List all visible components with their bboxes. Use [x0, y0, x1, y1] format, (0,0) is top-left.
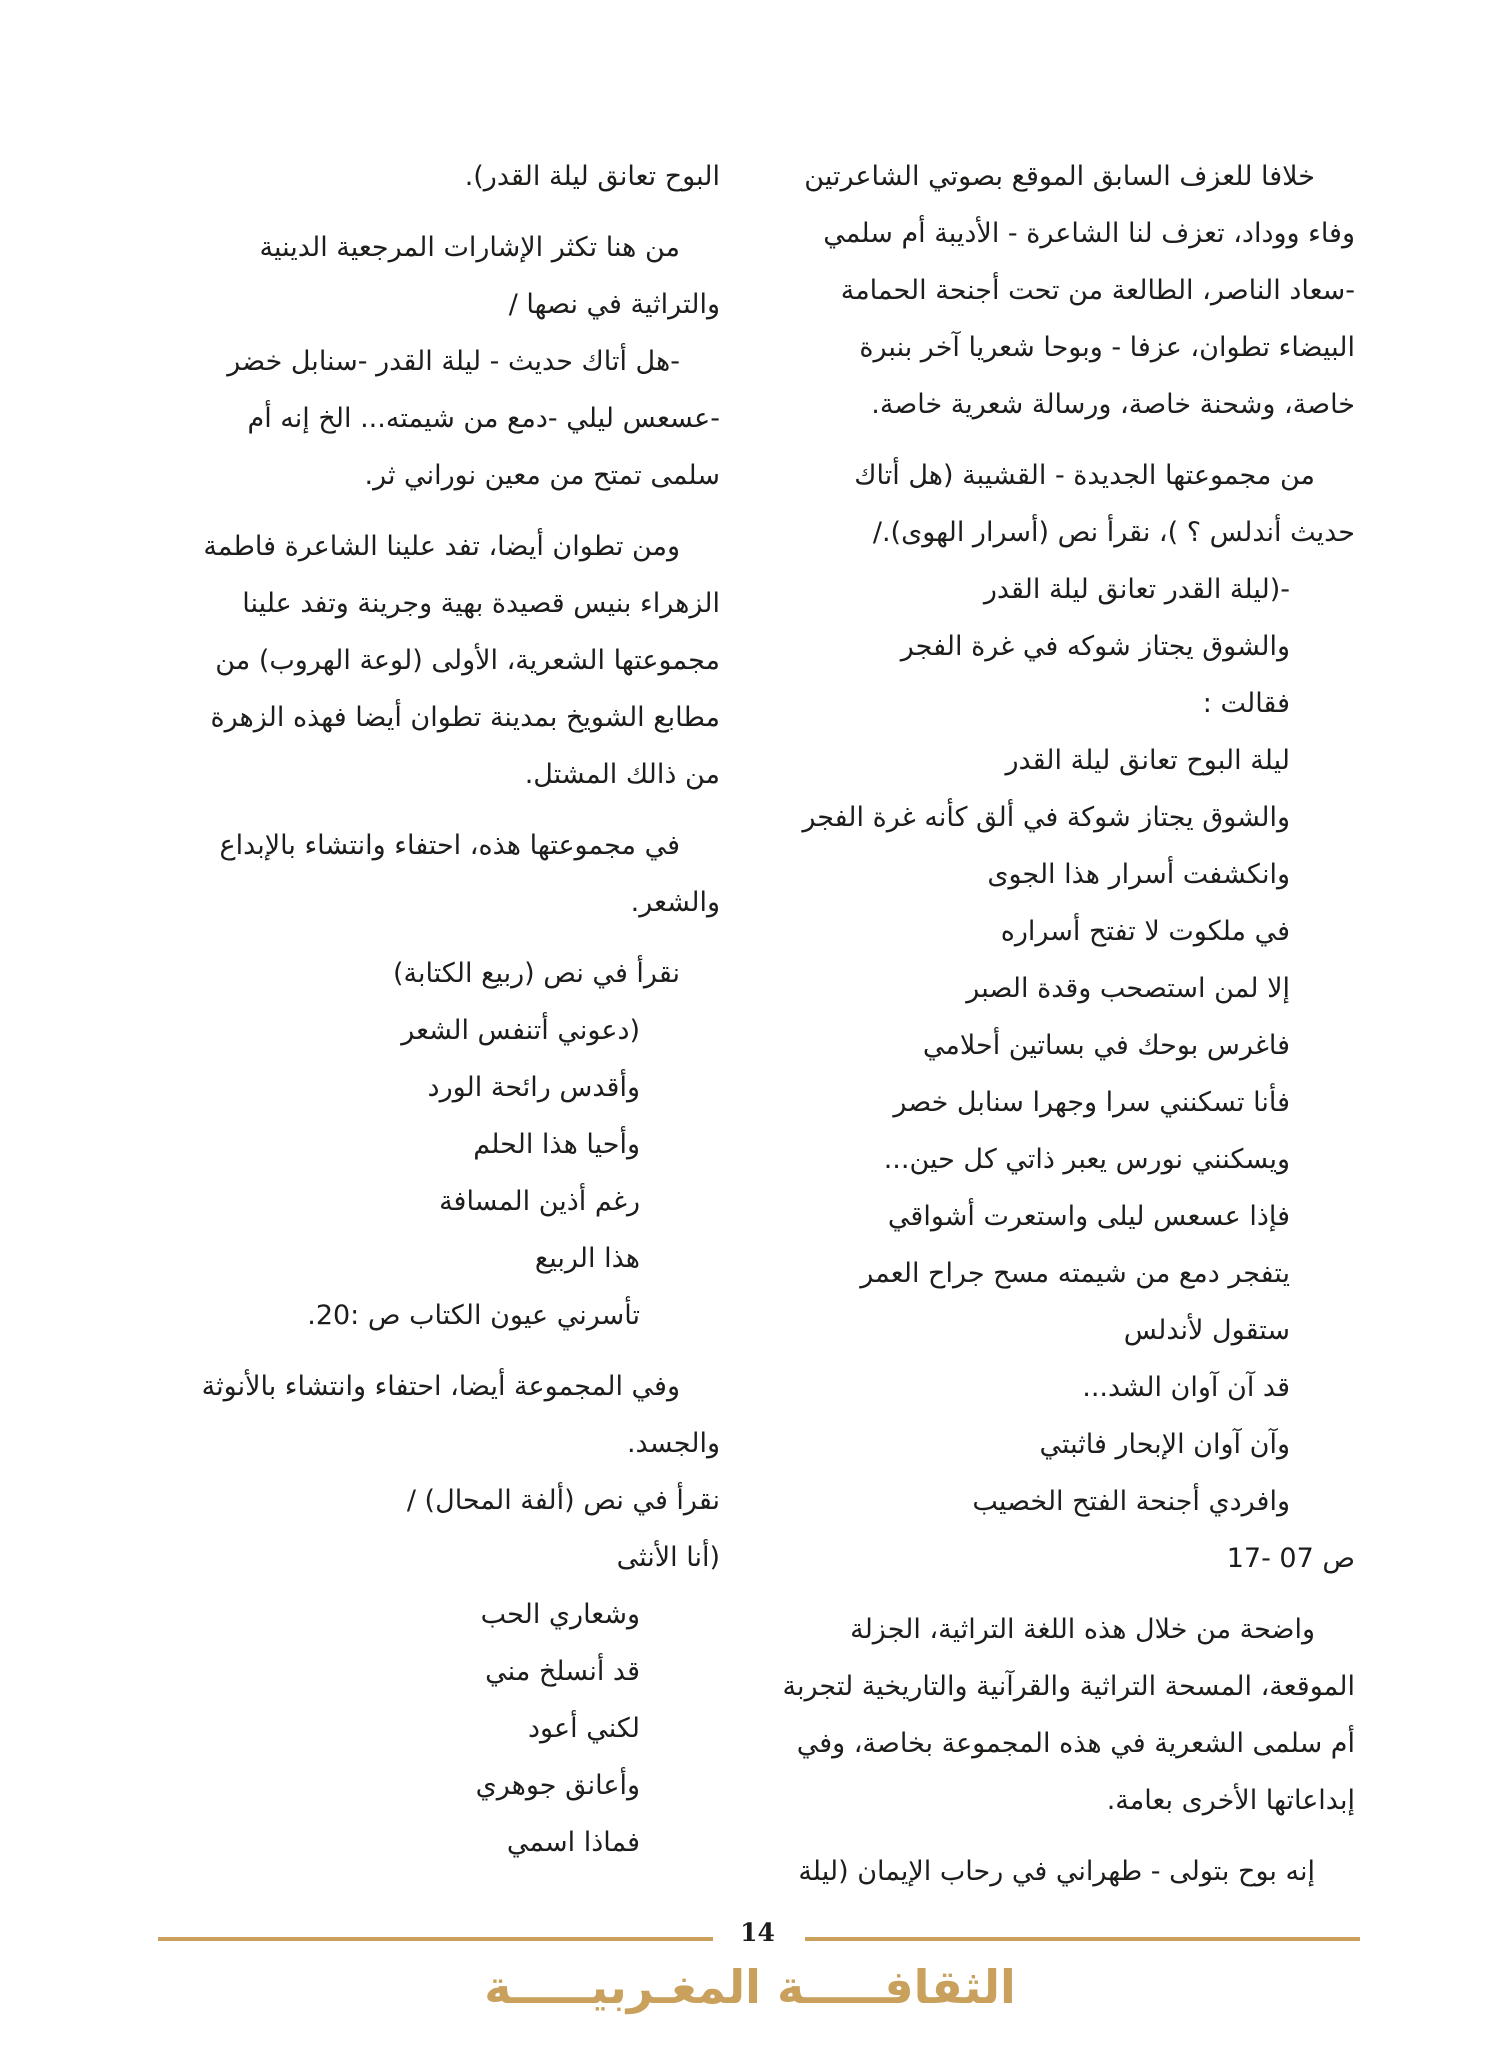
paragraph-gap: [795, 1829, 1355, 1843]
text-line: تأسرني عيون الكتاب ص :20.: [307, 1300, 640, 1331]
text-line: مجموعتها الشعرية، الأولى (لوعة الهروب) من: [215, 645, 720, 676]
text-line: فأنا تسكنني سرا وجهرا سنابل خصر: [893, 1087, 1290, 1118]
text-line: ستقول لأندلس: [1123, 1315, 1290, 1346]
text-line: لكني أعود: [528, 1713, 640, 1744]
text-line: أم سلمى الشعرية في هذه المجموعة بخاصة، وفي: [796, 1728, 1355, 1759]
text-line: -عسعس ليلي -دمع من شيمته... الخ إنه أم: [247, 403, 720, 434]
text-line: وافردي أجنحة الفتح الخصيب: [972, 1486, 1290, 1517]
paragraph-gap: [155, 931, 720, 945]
text-line: وانكشفت أسرار هذا الجوى: [987, 859, 1290, 890]
text-line: قد آن آوان الشد...: [1082, 1372, 1290, 1403]
text-line: (أنا الأنثى: [616, 1542, 720, 1573]
paragraph-gap: [795, 433, 1355, 447]
paragraph-gap: [795, 1587, 1355, 1601]
text-line: واضحة من خلال هذه اللغة التراثية، الجزلة: [850, 1614, 1315, 1645]
text-line: في مجموعتها هذه، احتفاء وانتشاء بالإبداع: [219, 830, 680, 861]
page-number: 14: [740, 1918, 775, 1947]
text-line: فقالت :: [1202, 688, 1290, 719]
text-line: يتفجر دمع من شيمته مسح جراح العمر: [860, 1258, 1290, 1289]
magazine-masthead: الثقافـــــة المغـربيـــــة: [484, 1960, 1016, 2014]
text-line: والتراثية في نصها /: [508, 289, 720, 320]
text-line: البيضاء تطوان، عزفا - وبوحا شعريا آخر بنبرة: [859, 332, 1355, 363]
text-line: وأحيا هذا الحلم: [473, 1129, 640, 1160]
text-line: فإذا عسعس ليلى واستعرت أشواقي: [887, 1201, 1290, 1232]
text-line: نقرأ في نص (ربيع الكتابة): [392, 958, 680, 989]
text-line: حديث أندلس ؟ )، نقرأ نص (أسرار الهوى)./: [872, 517, 1355, 548]
paragraph-gap: [155, 205, 720, 219]
text-line: من ذالك المشتل.: [524, 759, 720, 790]
text-line: سلمى تمتح من معين نوراني ثر.: [364, 460, 720, 491]
text-line: والشوق يجتاز شوكة في ألق كأنه غرة الفجر: [802, 802, 1290, 833]
text-line: الزهراء بنيس قصيدة بهية وجرينة وتفد علينا: [242, 588, 720, 619]
paragraph-gap: [155, 803, 720, 817]
text-line: من هنا تكثر الإشارات المرجعية الدينية: [259, 232, 680, 263]
paragraph-gap: [155, 1344, 720, 1358]
text-line: وفاء ووداد، تعزف لنا الشاعرة - الأديبة أم سلمي: [823, 218, 1355, 249]
text-line: إبداعاتها الأخرى بعامة.: [1106, 1785, 1355, 1816]
text-line: فماذا اسمي: [506, 1827, 640, 1858]
text-line: ص 07 -17: [1226, 1543, 1355, 1574]
text-line: هذا الربيع: [534, 1243, 640, 1274]
text-line: في ملكوت لا تفتح أسراره: [1000, 916, 1290, 947]
text-line: فاغرس بوحك في بساتين أحلامي: [922, 1030, 1290, 1061]
text-line: وشعاري الحب: [480, 1599, 640, 1630]
text-line: خاصة، وشحنة خاصة، ورسالة شعرية خاصة.: [871, 389, 1355, 420]
text-line: والجسد.: [626, 1428, 720, 1459]
text-line: ويسكنني نورس يعبر ذاتي كل حين...: [883, 1144, 1290, 1175]
text-line: من مجموعتها الجديدة - القشيبة (هل أتاك: [854, 460, 1315, 491]
text-line: -سعاد الناصر، الطالعة من تحت أجنحة الحمامة: [840, 275, 1355, 306]
text-line: الموقعة، المسحة التراثية والقرآنية والتاريخية لتجربة: [782, 1671, 1355, 1702]
text-line: رغم أذين المسافة: [439, 1186, 640, 1217]
text-line: قد أنسلخ مني: [485, 1656, 640, 1687]
footer-rule-right: [805, 1937, 1360, 1941]
paragraph-gap: [155, 504, 720, 518]
text-line: والشعر.: [630, 887, 720, 918]
text-line: -هل أتاك حديث - ليلة القدر -سنابل خضر: [227, 346, 680, 377]
text-line: وأعانق جوهري: [475, 1770, 640, 1801]
right-column: [782, 148, 1355, 1900]
text-line: إنه بوح بتولى - طهراني في رحاب الإيمان (ليلة: [798, 1856, 1315, 1887]
text-line: إلا لمن استصحب وقدة الصبر: [966, 973, 1290, 1004]
text-line: والشوق يجتاز شوكه في غرة الفجر: [900, 631, 1290, 662]
text-line: (دعوني أتنفس الشعر: [401, 1015, 640, 1046]
text-line: ليلة البوح تعانق ليلة القدر: [1005, 745, 1290, 776]
footer-rule-left: [158, 1937, 713, 1941]
text-line: خلافا للعزف السابق الموقع بصوتي الشاعرتين: [804, 161, 1315, 192]
text-line: مطابع الشويخ بمدينة تطوان أيضا فهذه الزهرة: [210, 702, 720, 733]
text-line: وآن آوان الإبحار فاثبتي: [1039, 1429, 1290, 1460]
text-line: نقرأ في نص (ألفة المحال) /: [406, 1485, 720, 1516]
text-line: وأقدس رائحة الورد: [427, 1072, 640, 1103]
text-line: وفي المجموعة أيضا، احتفاء وانتشاء بالأنوثة: [201, 1371, 680, 1402]
text-line: -(ليلة القدر تعانق ليلة القدر: [983, 574, 1290, 605]
text-line: ومن تطوان أيضا، تفد علينا الشاعرة فاطمة: [203, 531, 680, 562]
text-line: البوح تعانق ليلة القدر).: [464, 161, 720, 192]
left-column: [155, 148, 720, 1871]
